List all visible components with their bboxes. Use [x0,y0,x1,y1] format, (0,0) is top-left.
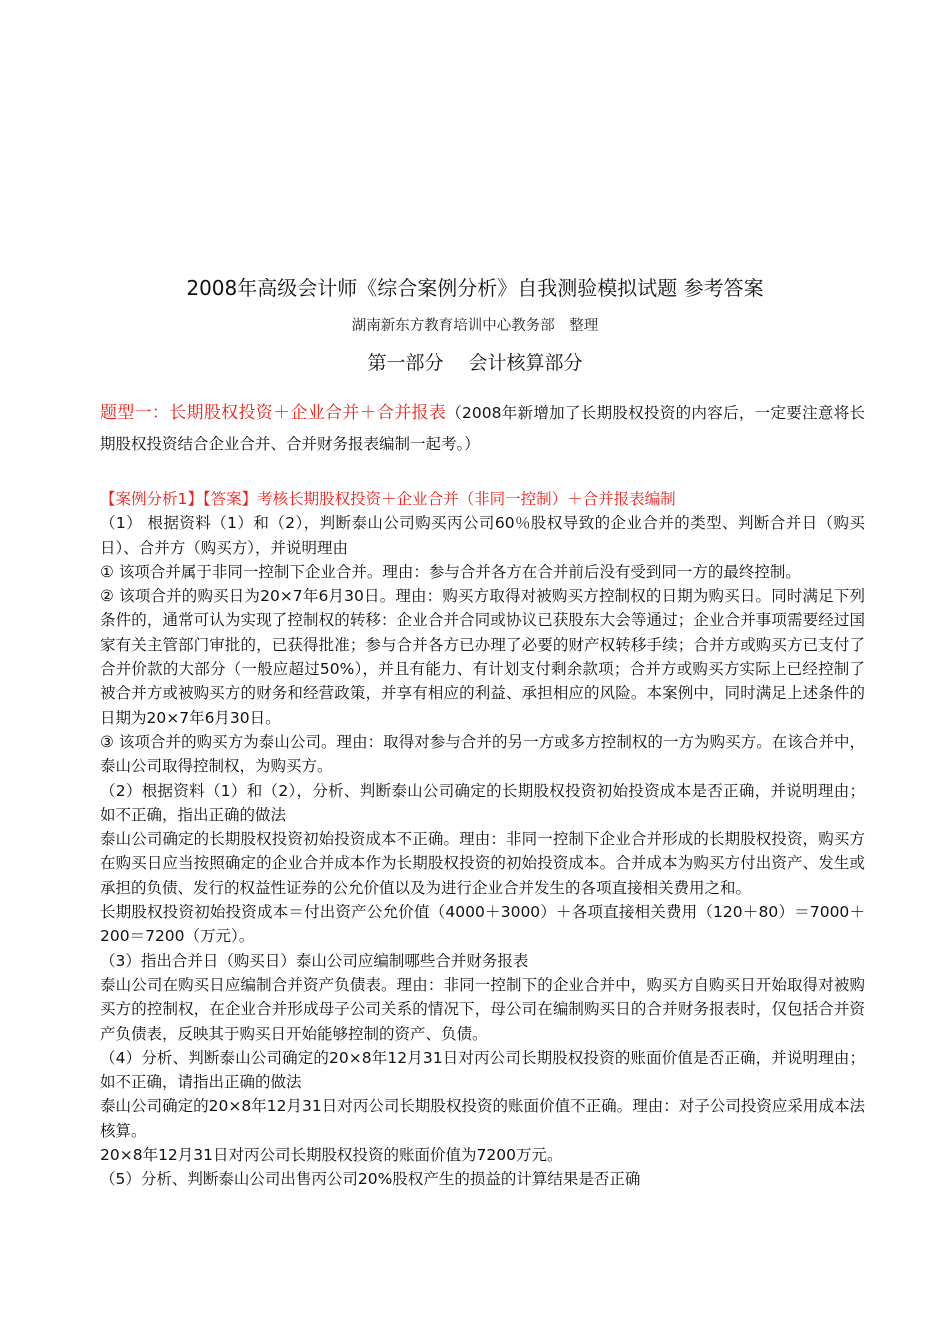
answer-paragraph: 泰山公司确定的20×8年12月31日对丙公司长期股权投资的账面价值不正确。理由：对子公司投资应采用成本法核算。 [100,1097,865,1140]
answer-paragraph: 泰山公司确定的长期股权投资初始投资成本不正确。理由：非同一控制下企业合并形成的长期股权投资，购买方在购买日应当按照确定的企业合并成本作为长期股权投资的初始投资成本。合并成本为购买方付出资产、发生或承担的负债、发行的权益性证券的公允价值以及为进行企业合并发生的各项直接相关费用之和。 [100,830,865,897]
answer-question-1: （1） 根据资料（1）和（2），判断泰山公司购买丙公司60％股权导致的企业合并的类型、判断合并日（购买日）、合并方（购买方），并说明理由 [100,514,865,557]
answer-point-1: ① 该项合并属于非同一控制下企业合并。理由：参与合并各方在合并前后没有受到同一方的最终控制。 [100,562,801,581]
answer-question-3: （3）指出合并日（购买日）泰山公司应编制哪些合并财务报表 [100,951,529,970]
case-answer-body [100,487,865,1192]
answer-question-2: （2）根据资料（1）和（2），分析、判断泰山公司确定的长期股权投资初始投资成本是否正确，并说明理由；如不正确，指出正确的做法 [100,781,865,824]
document-title: 2008年高级会计师《综合案例分析》自我测验模拟试题 参考答案 [186,276,764,300]
answer-formula: 长期股权投资初始投资成本＝付出资产公允价值（4000＋3000）＋各项直接相关费用（120＋80）＝7000＋200＝7200（万元）。 [100,903,865,946]
answer-paragraph: 20×8年12月31日对丙公司长期股权投资的账面价值为7200万元。 [100,1146,563,1165]
case-heading: 【案例分析1】【答案】考核长期股权投资＋企业合并（非同一控制）＋合并报表编制 [100,490,676,508]
answer-question-5: （5）分析、判断泰山公司出售丙公司20%股权产生的损益的计算结果是否正确 [100,1170,641,1189]
answer-paragraph: 泰山公司在购买日应编制合并资产负债表。理由：非同一控制下的企业合并中，购买方自购买日开始取得对被购买方的控制权，在企业合并形成母子公司关系的情况下，母公司在编制购买日的合并财务报表时，仅包括合并资产负债表，反映其于购买日开始能够控制的资产、负债。 [100,975,865,1043]
question-type-block [100,398,865,460]
document-subtitle: 湖南新东方教育培训中心教务部 整理 [351,318,599,334]
answer-question-4: （4）分析、判断泰山公司确定的20×8年12月31日对丙公司长期股权投资的账面价值是否正确，并说明理由；如不正确，请指出正确的做法 [100,1048,865,1092]
section-heading: 第一部分 会计核算部分 [367,352,583,374]
question-type-note: （2008年新增加了长期股权投资的内容后，一定要注意将长期股权投资结合企业合并、合并财务报表编制一起考。） [100,404,866,453]
answer-point-2: ② 该项合并的购买日为20×7年6月30日。理由：购买方取得对被购买方控制权的日期为购买日。同时满足下列条件的，通常可认为实现了控制权的转移：企业合并合同或协议已获股东大会等通过；企业合并事项需要经过国家有关主管部门审批的，已获得批准；参与合并各方已办理了必要的财产权转移手续；合并方或购买方已支付了合并价款的大部分（一般应超过50%），并且有能力、有计划支付剩余款项；合并方或购买方实际上已经控制了被合并方或被购买方的财务和经营政策，并享有相应的利益、承担相应的风险。本案例中，同时满足上述条件的日期为20×7年6月30日。 [100,587,865,727]
question-type-label: 题型一：长期股权投资＋企业合并＋合并报表 [100,403,447,423]
answer-point-3: ③ 该项合并的购买方为泰山公司。理由：取得对参与合并的另一方或多方控制权的一方为购买方。在该合并中，泰山公司取得控制权，为购买方。 [100,732,865,776]
